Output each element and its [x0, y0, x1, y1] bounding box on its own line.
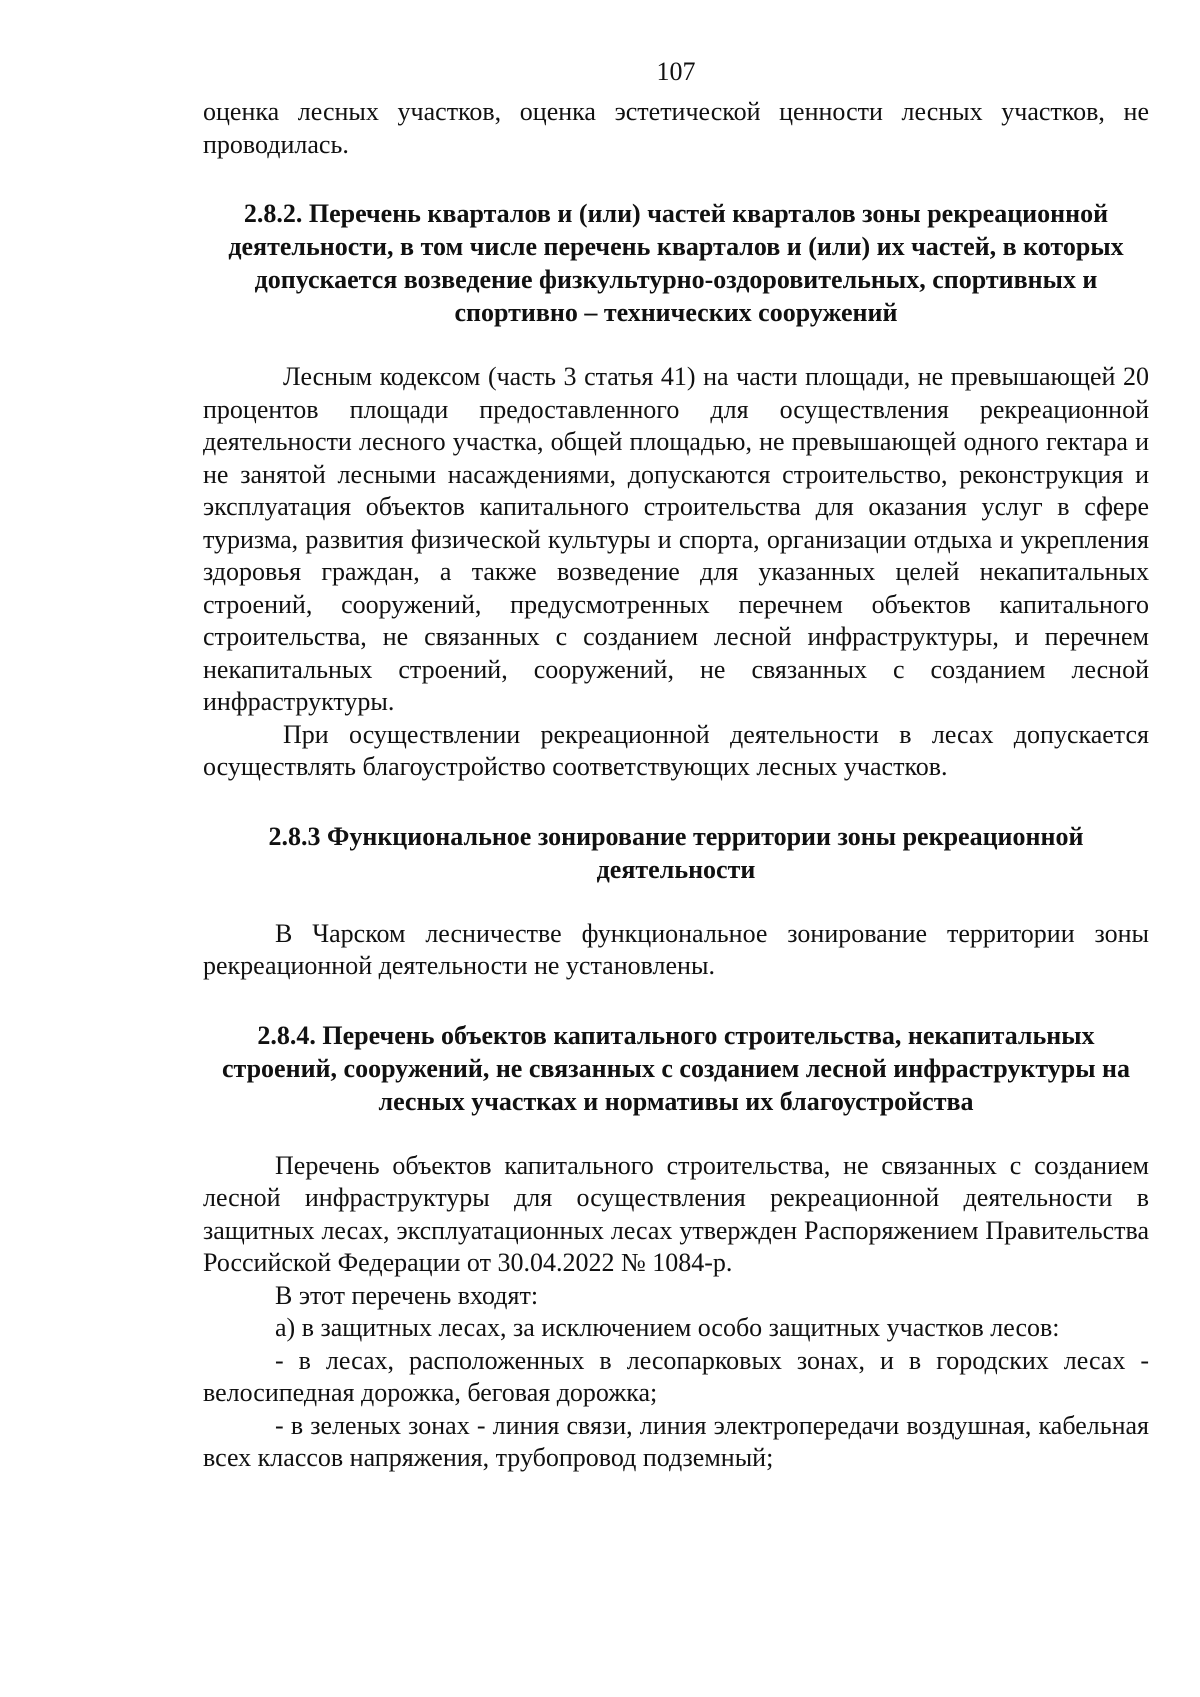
section-2-8-4-paragraph: В этот перечень входят:	[275, 1280, 539, 1310]
section-2-8-4-list-item: - в зеленых зонах - линия связи, линия электропередачи воздушная, кабельная всех классов напряжения, трубопровод подземный;	[203, 1410, 1149, 1472]
spacer	[203, 329, 1149, 361]
spacer	[203, 886, 1149, 918]
section-2-8-2-paragraph: При осуществлении рекреационной деятельности в лесах допускается осуществлять благоустройство соответствующих лесных участков.	[203, 719, 1149, 781]
page-content	[203, 56, 1149, 1475]
section-2-8-4-heading: 2.8.4. Перечень объектов капитального строительства, некапитальных строений, сооружений, не связанных с созданием лесной инфраструктуры на лесных участках и нормативы их благоустройства	[221, 1020, 1131, 1116]
spacer	[203, 1118, 1149, 1150]
section-2-8-3-heading: 2.8.3 Функциональное зонирование территории зоны рекреационной деятельности	[268, 821, 1084, 884]
section-2-8-2-heading: 2.8.2. Перечень кварталов и (или) частей кварталов зоны рекреационной деятельности, в том числе перечень кварталов и (или) их частей, в которых допускается возведение физкультурно-оздоровительных, спортивных и спортивно – технических сооружений	[228, 199, 1124, 327]
spacer	[203, 784, 1149, 820]
page-number: 107	[656, 57, 696, 86]
section-2-8-3-paragraph: В Чарском лесничестве функциональное зонирование территории зоны рекреационной деятельности не установлены.	[203, 918, 1149, 980]
section-2-8-2-paragraph: Лесным кодексом (часть 3 статья 41) на части площади, не превышающей 20 процентов площади предоставленного для осуществления рекреационной деятельности лесного участка, общей площадью, не превышающей одного гектара и не занятой лесными насаждениями, допускаются строительство, реконструкция и эксплуатация объектов капитального строительства для оказания услуг в сфере туризма, развития физической культуры и спорта, организации отдыха и укрепления здоровья граждан, а также возведение для указанных целей некапитальных строений, сооружений, предусмотренных перечнем объектов капитального строительства, не связанных с созданием лесной инфраструктуры, и перечнем некапитальных строений, сооружений, не связанных с созданием лесной инфраструктуры.	[203, 362, 1149, 716]
section-2-8-4-paragraph: Перечень объектов капитального строительства, не связанных с созданием лесной инфраструктуры для осуществления рекреационной деятельности в защитных лесах, эксплуатационных лесах утвержден Распоряжением Правительства Российской Федерации от 30.04.2022 № 1084-р.	[203, 1150, 1149, 1277]
section-2-8-4-list-item: - в лесах, расположенных в лесопарковых зонах, и в городских лесах - велосипедная дорожка, беговая дорожка;	[203, 1345, 1149, 1407]
spacer	[203, 983, 1149, 1019]
spacer	[203, 161, 1149, 197]
intro-paragraph: оценка лесных участков, оценка эстетической ценности лесных участков, не проводилась.	[203, 97, 1149, 159]
section-2-8-4-paragraph: а) в защитных лесах, за исключением особо защитных участков лесов:	[275, 1313, 1060, 1342]
